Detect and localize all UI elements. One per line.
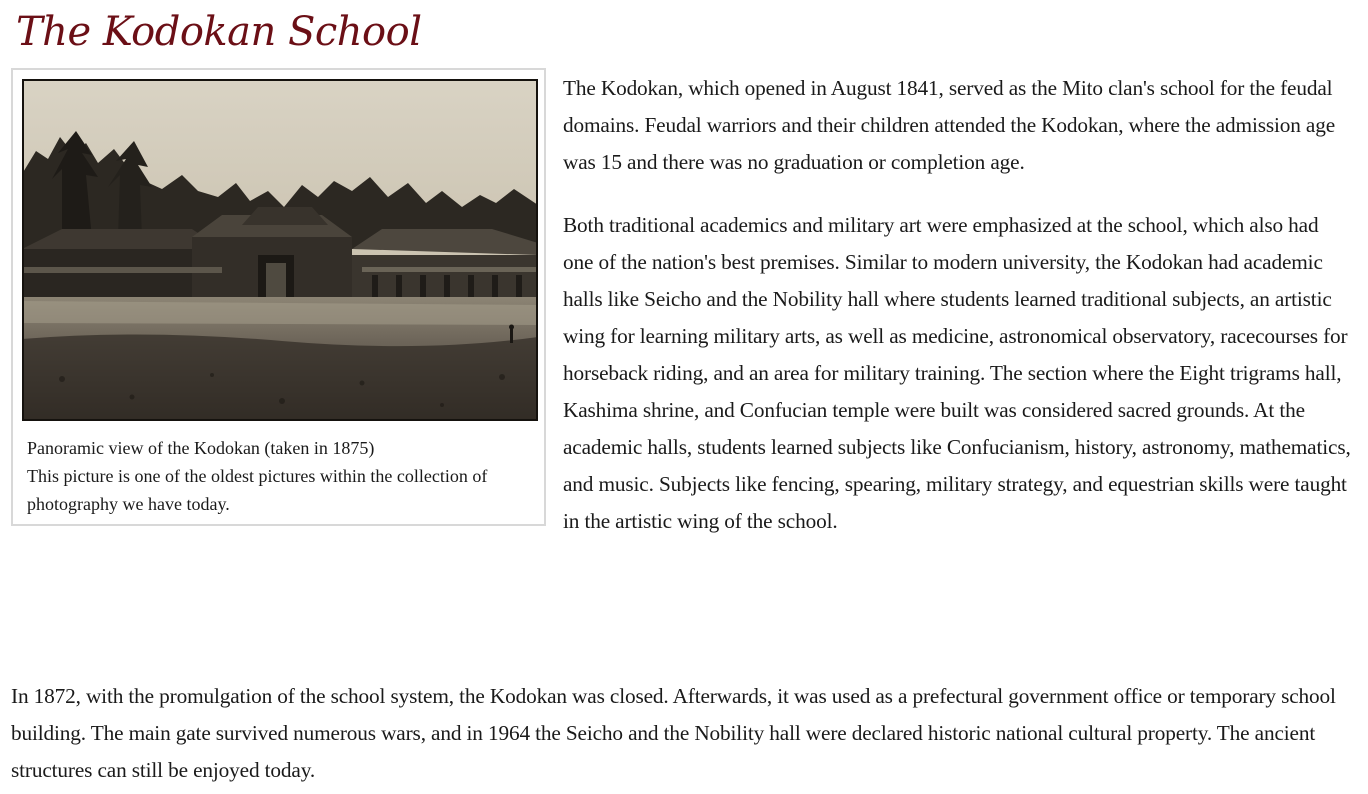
article-body-side — [563, 70, 1353, 566]
caption-title: Panoramic view of the Kodokan (taken in 1875) — [27, 438, 375, 458]
paragraph-opening: The Kodokan, which opened in August 1841, served as the Mito clan's school for the feudal domains. Feudal warriors and their children attended the Kodokan, where the admission age was 15 and there was no graduation or completion age. — [563, 76, 1336, 174]
article-body-bottom — [11, 678, 1356, 789]
paragraph-academics: Both traditional academics and military art were emphasized at the school, which also had one of the nation's best premises. Similar to modern university, the Kodokan had academic halls like Seicho and the Nobility hall where students learned traditional subjects, an artistic wing for learning military arts, as well as medicine, astronomical observatory, racecourses for horseback riding, and an area for military training. The section where the Eight trigrams hall, Kashima shrine, and Confucian temple were built was considered sacred grounds. At the academic halls, students learned subjects like Confucianism, history, astronomy, mathematics, and music. Subjects like fencing, spearing, military strategy, and equestrian skills were taught in the artistic wing of the school. — [563, 213, 1351, 533]
photo-figure — [11, 68, 546, 526]
paragraph-closure: In 1872, with the promulgation of the school system, the Kodokan was closed. Afterwards, it was used as a prefectural government office or temporary school building. The main gate survived numerous wars, and in 1964 the Seicho and the Nobility hall were declared historic national cultural property. The ancient structures can still be enjoyed today. — [11, 684, 1336, 782]
kodokan-historic-photo — [22, 79, 538, 421]
caption-description: This picture is one of the oldest pictures within the collection of photography we have today. — [27, 466, 488, 514]
page-title: The Kodokan School — [16, 9, 422, 55]
photo-caption — [27, 434, 537, 518]
photo-illustration — [22, 79, 538, 421]
